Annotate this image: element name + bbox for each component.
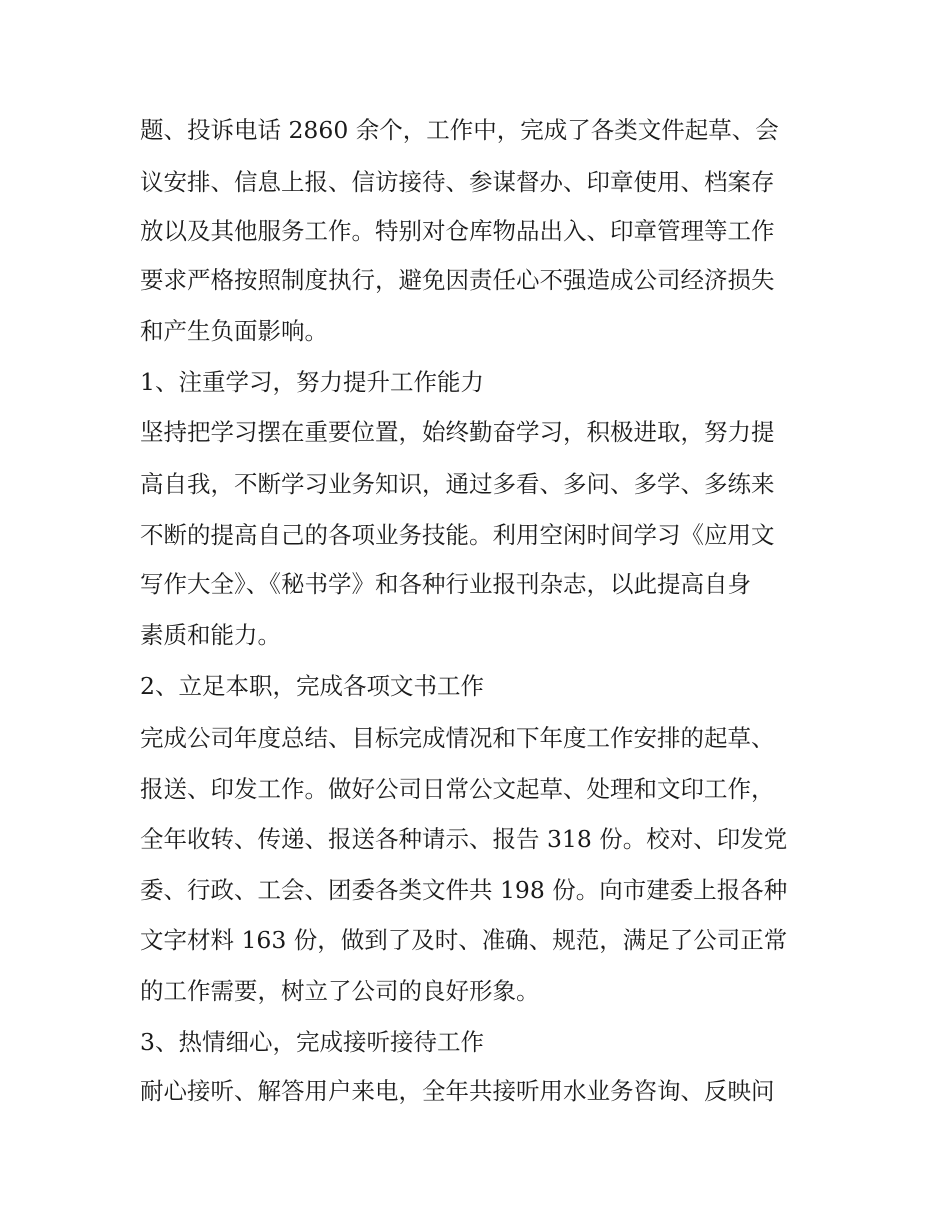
- paragraph-line: 写作大全》、《秘书学》和各种行业报刊杂志，以此提高自身: [140, 570, 751, 598]
- paragraph-line: 文字材料 163 份，做到了及时、准确、规范，满足了公司正常: [140, 926, 788, 954]
- paragraph-line: 议安排、信息上报、信访接待、参谋督办、印章使用、档案存: [140, 168, 775, 196]
- section-heading: 1、注重学习，努力提升工作能力: [140, 368, 484, 396]
- paragraph-line: 报送、印发工作。做好公司日常公文起草、处理和文印工作，: [140, 775, 775, 803]
- paragraph-line: 和产生负面影响。: [140, 317, 328, 345]
- section-heading: 2、立足本职，完成各项文书工作: [140, 672, 484, 700]
- paragraph-line: 要求严格按照制度执行，避免因责任心不强造成公司经济损失: [140, 266, 775, 294]
- paragraph-line: 题、投诉电话 2860 余个，工作中，完成了各类文件起草、会: [140, 116, 779, 144]
- section-heading: 3、热情细心，完成接听接待工作: [140, 1028, 484, 1056]
- paragraph-line: 坚持把学习摆在重要位置，始终勤奋学习，积极进取，努力提: [140, 418, 775, 446]
- paragraph-line: 的工作需要，树立了公司的良好形象。: [140, 977, 540, 1005]
- paragraph-line: 放以及其他服务工作。特别对仓库物品出入、印章管理等工作: [140, 217, 775, 245]
- paragraph-line: 委、行政、工会、团委各类文件共 198 份。向市建委上报各种: [140, 876, 788, 904]
- paragraph-line: 耐心接听、解答用户来电，全年共接听用水业务咨询、反映问: [140, 1077, 775, 1105]
- paragraph-line: 不断的提高自己的各项业务技能。利用空闲时间学习《应用文: [140, 521, 775, 549]
- paragraph-line: 完成公司年度总结、目标完成情况和下年度工作安排的起草、: [140, 724, 775, 752]
- paragraph-line: 素质和能力。: [140, 621, 281, 649]
- paragraph-line: 高自我，不断学习业务知识，通过多看、多问、多学、多练来: [140, 470, 775, 498]
- paragraph-line: 全年收转、传递、报送各种请示、报告 318 份。校对、印发党: [140, 825, 788, 853]
